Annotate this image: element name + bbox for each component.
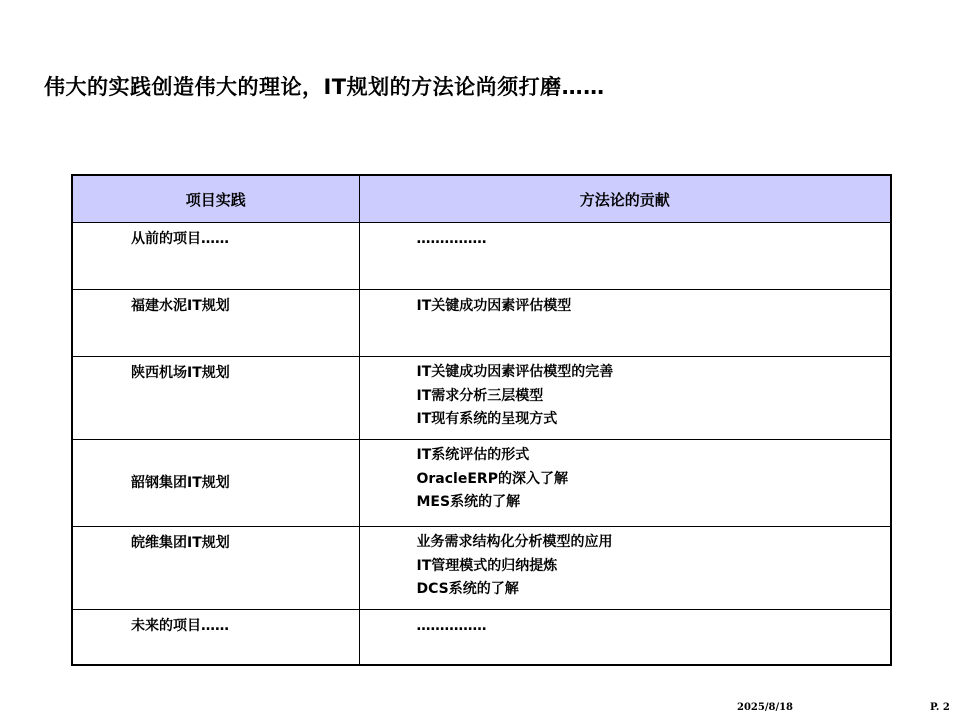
project-cell [72,610,359,666]
table-header-row [72,175,891,223]
table-row [72,223,891,290]
project-name: 陕西机场IT规划 [131,365,230,381]
contribution-item: IT关键成功因素评估模型 [416,298,572,314]
project-name: 从前的项目…… [131,231,229,247]
project-cell [72,440,359,527]
contribution-item: …………… [416,618,487,634]
contribution-item: MES系统的了解 [416,494,521,510]
contribution-cell [359,357,891,440]
project-cell [72,223,359,290]
contribution-cell [359,527,891,610]
contribution-item: IT关键成功因素评估模型的完善 [416,364,614,380]
table-row [72,290,891,357]
project-name: 皖维集团IT规划 [131,535,230,551]
header-project-practice: 项目实践 [72,175,359,223]
project-cell [72,290,359,357]
table-row [72,527,891,610]
table-row [72,610,891,666]
slide-title: 伟大的实践创造伟大的理论，IT规划的方法论尚须打磨…… [44,75,605,99]
project-name: 福建水泥IT规划 [131,298,230,314]
table-row [72,440,891,527]
project-cell [72,527,359,610]
contribution-item: …………… [416,231,487,247]
table-row [72,357,891,440]
method-table [71,174,892,666]
project-cell [72,357,359,440]
contribution-cell [359,610,891,666]
contribution-cell [359,290,891,357]
contribution-item: IT管理模式的归纳提炼 [416,557,558,574]
project-name: 未来的项目…… [131,618,229,634]
contribution-item: 业务需求结构化分析模型的应用 [416,534,613,550]
footer-date: 2025/8/18 [737,702,794,713]
contribution-item: IT系统评估的形式 [416,447,530,463]
contribution-item: IT现有系统的呈现方式 [416,411,558,427]
project-name: 韶钢集团IT规划 [131,475,230,491]
method-table-container [71,174,890,666]
contribution-item: OracleERP的深入了解 [416,470,568,487]
contribution-item: DCS系统的了解 [416,581,519,597]
contribution-cell [359,440,891,527]
contribution-item: IT需求分析三层模型 [416,387,544,404]
page-number: P. 2 [930,702,950,713]
contribution-cell [359,223,891,290]
header-methodology-contribution: 方法论的贡献 [359,175,891,223]
